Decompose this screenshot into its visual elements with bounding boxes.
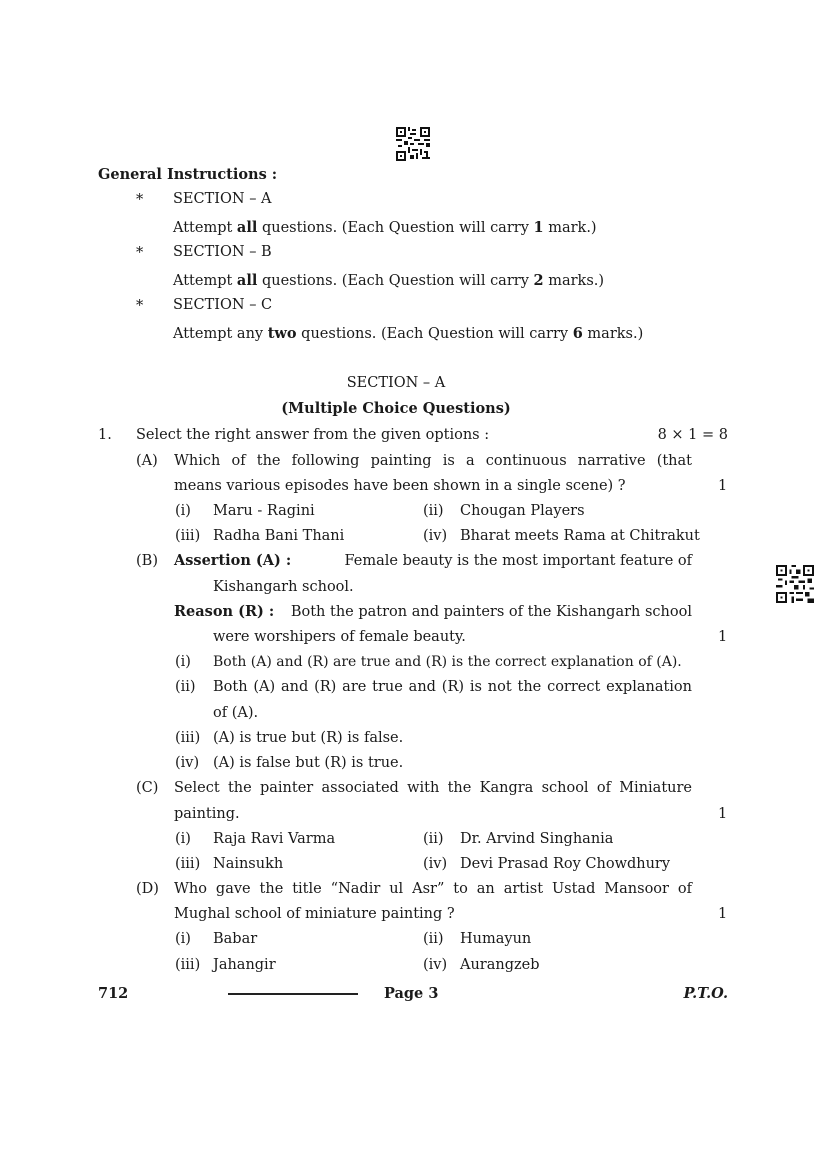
reason-label: Reason (R) : <box>174 603 275 620</box>
subquestion-marks: 1 <box>718 806 728 822</box>
option-text: Both (A) and (R) are true and (R) is not the correct explanation <box>213 679 692 695</box>
reason-line <box>174 602 692 622</box>
option-text: Bharat meets Rama at Chitrakut <box>460 528 700 544</box>
section-title: SECTION – A <box>346 375 446 391</box>
option-text: Dr. Arvind Singhania <box>460 831 614 847</box>
option-number: (ii) <box>423 831 444 847</box>
assertion-text: Kishangarh school. <box>213 579 354 595</box>
instruction-text: Attempt any two questions. (Each Question will carry 6 marks.) <box>173 325 644 342</box>
subquestion-label: (A) <box>136 453 158 469</box>
instruction-text: Attempt all questions. (Each Question will carry 1 mark.) <box>173 219 597 236</box>
option-text: Babar <box>213 931 258 947</box>
option-text: Nainsukh <box>213 856 284 872</box>
option-number: (i) <box>175 503 191 519</box>
reason-text: Both the patron and painters of the Kishangarh school <box>290 604 692 620</box>
subquestion-marks: 1 <box>718 629 728 645</box>
subquestion-text: Mughal school of miniature painting ? <box>174 906 455 922</box>
option-number: (ii) <box>423 931 444 947</box>
subquestion-marks: 1 <box>718 906 728 922</box>
subquestion-text: Which of the following painting is a continuous narrative (that <box>174 453 692 469</box>
subquestion-text: Select the painter associated with the Kangra school of Miniature <box>174 780 692 796</box>
option-text: (A) is false but (R) is true. <box>213 755 404 771</box>
qr-code-icon <box>776 565 814 603</box>
instruction-text: Attempt all questions. (Each Question will carry 2 marks.) <box>173 272 605 289</box>
subquestion-label: (D) <box>136 881 159 897</box>
option-number: (iii) <box>175 856 201 872</box>
assertion-line <box>174 551 692 571</box>
bullet: * <box>136 192 144 208</box>
option-number: (i) <box>175 654 191 670</box>
instruction-section-title: SECTION – B <box>173 244 272 260</box>
paper-code: 712 <box>98 985 129 1002</box>
question-text: Select the right answer from the given options : <box>136 427 490 443</box>
subquestion-text: painting. <box>174 806 240 822</box>
assertion-label: Assertion (A) : <box>174 552 292 569</box>
option-text: Maru - Ragini <box>213 503 315 519</box>
subquestion-text: means various episodes have been shown in a single scene) ? <box>174 478 626 494</box>
option-text: Chougan Players <box>460 503 585 519</box>
option-number: (iv) <box>175 755 200 771</box>
option-text: (A) is true but (R) is false. <box>213 730 404 746</box>
option-number: (iii) <box>175 957 201 973</box>
option-number: (i) <box>175 831 191 847</box>
subquestion-label: (B) <box>136 553 158 569</box>
option-text: Humayun <box>460 931 532 947</box>
subquestion-marks: 1 <box>718 478 728 494</box>
bullet: * <box>136 245 144 261</box>
question-marks: 8 × 1 = 8 <box>657 427 728 443</box>
assertion-text: Female beauty is the most important feature of <box>344 553 692 569</box>
page-number: Page 3 <box>384 985 439 1002</box>
option-number: (iv) <box>423 528 448 544</box>
option-number: (iii) <box>175 528 201 544</box>
pto-label: P.T.O. <box>683 985 728 1002</box>
reason-text: were worshipers of female beauty. <box>213 629 466 645</box>
instruction-section-title: SECTION – A <box>173 191 272 207</box>
option-text: Both (A) and (R) are true and (R) is the correct explanation of (A). <box>213 654 682 670</box>
subquestion-label: (C) <box>136 780 159 796</box>
option-text: of (A). <box>213 705 259 721</box>
option-text: Jahangir <box>213 957 276 973</box>
qr-code-icon <box>396 127 430 161</box>
instruction-section-title: SECTION – C <box>173 297 273 313</box>
subquestion-text: Who gave the title “Nadir ul Asr” to an artist Ustad Mansoor of <box>174 881 692 897</box>
option-text: Raja Ravi Varma <box>213 831 336 847</box>
option-number: (i) <box>175 931 191 947</box>
option-number: (ii) <box>423 503 444 519</box>
option-text: Aurangzeb <box>460 957 540 973</box>
bullet: * <box>136 298 144 314</box>
option-number: (ii) <box>175 679 196 695</box>
option-number: (iv) <box>423 957 448 973</box>
option-number: (iii) <box>175 730 201 746</box>
option-text: Devi Prasad Roy Chowdhury <box>460 856 671 872</box>
option-text: Radha Bani Thani <box>213 528 345 544</box>
footer-divider <box>228 993 358 995</box>
question-number: 1. <box>98 427 112 443</box>
section-subtitle: (Multiple Choice Questions) <box>281 400 511 417</box>
instructions-heading: General Instructions : <box>98 166 278 183</box>
option-number: (iv) <box>423 856 448 872</box>
